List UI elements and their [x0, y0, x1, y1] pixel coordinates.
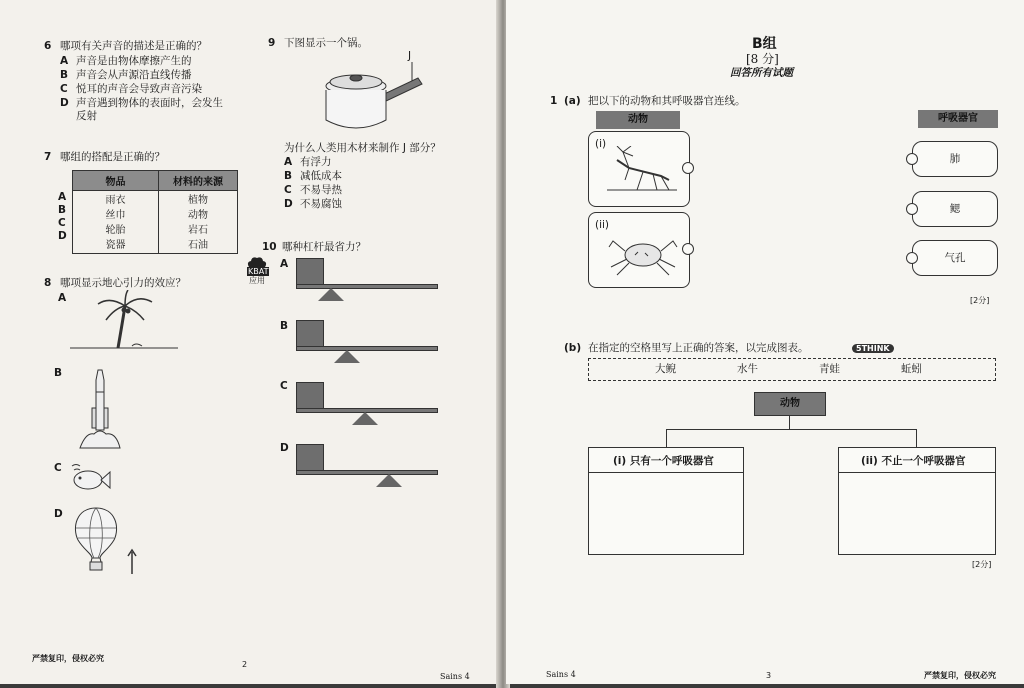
page-number: 2 — [242, 660, 248, 669]
q7-row-letter: B — [58, 204, 67, 216]
q9-number: 9 — [268, 37, 276, 49]
q6-option-letter: C — [60, 83, 68, 95]
q10-number: 10 — [262, 241, 277, 253]
page-number: 3 — [766, 671, 772, 680]
q8-option-letter: C — [54, 462, 62, 474]
left-page — [0, 0, 500, 684]
tree-connector — [666, 429, 916, 430]
table-cell: 动物 — [159, 206, 238, 221]
table-header: 物品 — [73, 171, 159, 191]
q8-option-letter: A — [58, 292, 67, 304]
crab-connector-dot[interactable] — [682, 243, 694, 255]
q1b-question: 在指定的空格里写上正确的答案，以完成图表。 — [588, 342, 809, 354]
q7-row-letter: A — [58, 191, 67, 203]
animal-label: (i) — [595, 138, 607, 150]
tree-root-animal: 动物 — [754, 392, 826, 416]
q6-option-letter: A — [60, 55, 69, 67]
table-header: 材料的来源 — [159, 171, 238, 191]
fish-illustration — [68, 462, 112, 498]
q9-option-letter: B — [284, 170, 293, 182]
answer-box-one-organ[interactable] — [588, 447, 744, 555]
copyright-notice: 严禁复印，侵权必究 — [32, 654, 104, 663]
word-bank-item: 水牛 — [737, 363, 758, 375]
animal-label: (ii) — [595, 219, 610, 231]
q6-option-text: 声音是由物体摩擦产生的 — [76, 55, 192, 67]
q1-number: 1 — [550, 95, 558, 107]
q6-option-letter: B — [60, 69, 69, 81]
tree-connector — [789, 415, 790, 429]
section-title: B组 — [752, 36, 777, 52]
animal-card-mantis[interactable] — [588, 131, 690, 207]
table-row — [73, 206, 238, 221]
q6-option-text: 悦耳的声音会导致声音污染 — [76, 83, 202, 95]
footer-subject: Sains 4 — [546, 670, 576, 679]
q9-option-text: 有浮力 — [300, 156, 332, 168]
organ-header: 呼吸器官 — [918, 110, 998, 128]
q7-row-letter: C — [58, 217, 66, 229]
q7-number: 7 — [44, 151, 52, 163]
q1a-part: (a) — [564, 95, 581, 107]
pan-label-j: J — [408, 50, 412, 62]
word-bank-item: 青蛙 — [819, 363, 840, 375]
table-row — [73, 221, 238, 236]
q1b-marks: [2分] — [972, 560, 992, 569]
q6-option-letter: D — [60, 97, 69, 109]
q6-option-text: 声音会从声源沿直线传播 — [76, 69, 192, 81]
answer-box-multiple-organs[interactable] — [838, 447, 996, 555]
tree-connector — [666, 429, 667, 447]
q10-option-letter: B — [280, 320, 289, 332]
mantis-connector-dot[interactable] — [682, 162, 694, 174]
q8-option-letter: D — [54, 508, 63, 520]
q6-question: 哪项有关声音的描述是正确的？ — [60, 40, 207, 52]
q6-option-text: 声音遇到物体的表面时，会发生 — [76, 97, 223, 109]
think-badge: 5THINK — [852, 344, 894, 353]
q7-row-letter: D — [58, 230, 67, 242]
q1a-question: 把以下的动物和其呼吸器官连线。 — [588, 95, 746, 107]
mantis-illustration — [607, 146, 679, 196]
section-instruction: 回答所有试题 — [730, 67, 793, 79]
q9-sub-question: 为什么人类用木材来制作 J 部分？ — [284, 142, 441, 154]
word-bank-item: 蚯蚓 — [901, 363, 922, 375]
right-page — [506, 0, 1024, 684]
q6-option-text: 反射 — [76, 110, 97, 122]
q9-option-letter: A — [284, 156, 293, 168]
q9-option-text: 不易导热 — [300, 184, 342, 196]
kbat-badge-top: KBAT — [248, 267, 269, 276]
animal-card-crab[interactable] — [588, 212, 690, 288]
table-cell: 植物 — [159, 191, 238, 207]
section-marks: [8 分] — [746, 52, 779, 66]
q6-number: 6 — [44, 40, 52, 52]
table-cell: 雨衣 — [73, 191, 159, 207]
answer-box-title: (ii) 不止一个呼吸器官 — [861, 455, 966, 467]
q9-option-text: 减低成本 — [300, 170, 342, 182]
palm-tree-illustration — [70, 290, 180, 354]
box-divider — [589, 472, 743, 473]
organ-lung[interactable]: 肺 — [912, 141, 998, 177]
organ-stomata[interactable]: 气孔 — [912, 240, 998, 276]
q8-question: 哪项显示地心引力的效应？ — [60, 277, 186, 289]
q9-option-letter: C — [284, 184, 292, 196]
q9-option-text: 不易腐蚀 — [300, 198, 342, 210]
q8-number: 8 — [44, 277, 52, 289]
q8-option-letter: B — [54, 367, 63, 379]
pan-illustration — [320, 60, 430, 136]
word-bank — [588, 358, 996, 381]
answer-box-title: (i) 只有一个呼吸器官 — [613, 455, 714, 467]
q10-option-letter: C — [280, 380, 288, 392]
q9-question: 下图显示一个锅。 — [284, 37, 368, 49]
copyright-notice: 严禁复印，侵权必究 — [924, 671, 996, 680]
table-row — [73, 236, 238, 254]
q1b-part: (b) — [564, 342, 582, 354]
tree-connector — [916, 429, 917, 447]
word-bank-item: 大鲵 — [655, 363, 676, 375]
table-cell: 岩石 — [159, 221, 238, 236]
table-cell: 瓷器 — [73, 236, 159, 254]
q10-option-letter: D — [280, 442, 289, 454]
box-divider — [839, 472, 995, 473]
q1a-marks: [2分] — [970, 296, 990, 305]
gills-connector-dot[interactable] — [906, 203, 918, 215]
q9-option-letter: D — [284, 198, 293, 210]
lung-connector-dot[interactable] — [906, 153, 918, 165]
q7-question: 哪组的搭配是正确的？ — [60, 151, 165, 163]
crab-illustration — [605, 229, 681, 279]
rocket-illustration — [70, 368, 130, 452]
stomata-connector-dot[interactable] — [906, 252, 918, 264]
table-cell: 轮胎 — [73, 221, 159, 236]
materials-table — [72, 170, 238, 254]
animal-header: 动物 — [596, 111, 680, 129]
organ-gills[interactable]: 鳃 — [912, 191, 998, 227]
q10-option-letter: A — [280, 258, 289, 270]
table-row — [73, 191, 238, 207]
hot-air-balloon-illustration — [70, 506, 150, 578]
kbat-badge — [246, 256, 268, 286]
q10-question: 哪种杠杆最省力？ — [282, 241, 366, 253]
kbat-badge-bottom: 应用 — [249, 276, 265, 285]
footer-subject: Sains 4 — [440, 672, 470, 681]
table-cell: 丝巾 — [73, 206, 159, 221]
table-cell: 石油 — [159, 236, 238, 254]
